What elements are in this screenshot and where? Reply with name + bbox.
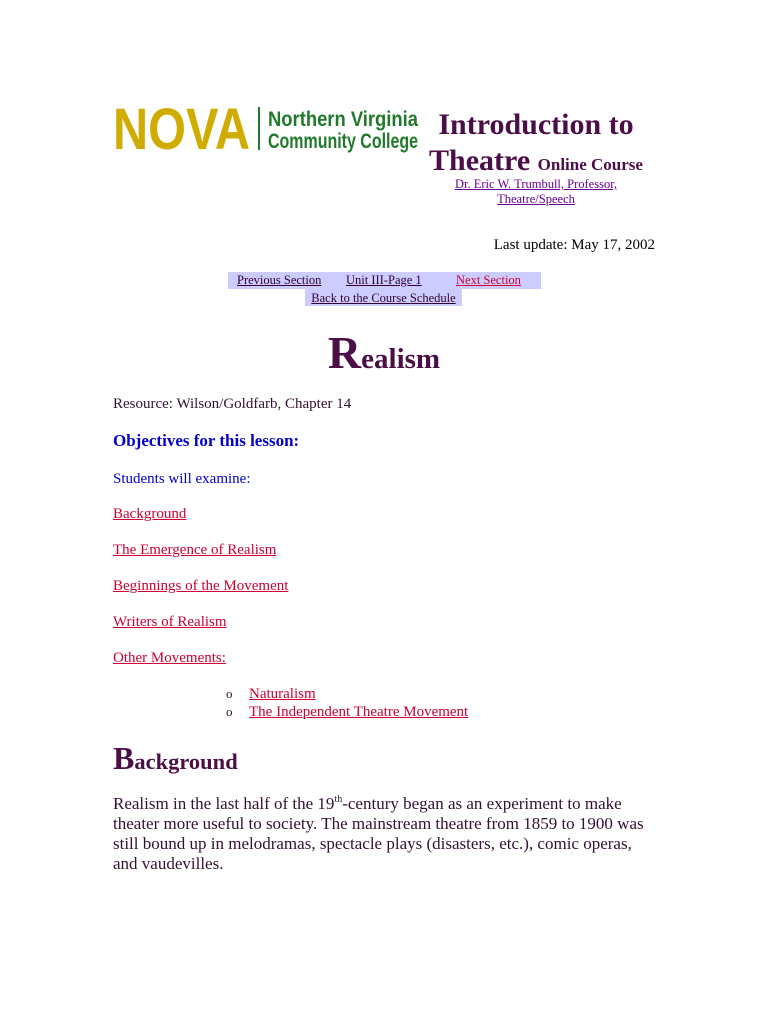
current-page-link[interactable]: Unit III-Page 1 bbox=[346, 273, 422, 287]
background-heading-rest: ackground bbox=[134, 749, 238, 774]
objectives-link-list bbox=[113, 505, 513, 685]
last-update: Last update: May 17, 2002 bbox=[493, 237, 655, 253]
paragraph-text-start: Realism in the last half of the 19 bbox=[113, 794, 335, 813]
section-nav-bar bbox=[228, 272, 541, 289]
list-item bbox=[226, 685, 546, 703]
logo-college-line2: Community College bbox=[268, 130, 418, 153]
nova-logo bbox=[113, 97, 423, 162]
page-title bbox=[0, 327, 768, 378]
objectives-heading: Objectives for this lesson: bbox=[113, 431, 300, 450]
logo-college-line1: Northern Virginia bbox=[268, 108, 419, 131]
list-bullet: o bbox=[226, 686, 233, 701]
logo-divider bbox=[258, 107, 260, 150]
course-schedule-link[interactable]: Back to the Course Schedule bbox=[311, 291, 456, 305]
background-heading bbox=[113, 742, 238, 774]
link-independent-theatre-movement[interactable]: The Independent Theatre Movement bbox=[249, 704, 469, 720]
page-title-initial: R bbox=[327, 327, 362, 378]
instructor-credit bbox=[420, 177, 652, 207]
link-naturalism[interactable]: Naturalism bbox=[249, 686, 316, 702]
background-heading-initial: B bbox=[113, 740, 135, 776]
instructor-link[interactable]: Dr. Eric W. Trumbull, Professor, Theatre/Speech bbox=[454, 177, 617, 206]
course-title: Introduction to Theatre bbox=[429, 108, 634, 177]
course-title-block bbox=[420, 107, 652, 183]
list-item bbox=[226, 703, 546, 721]
link-other-movements[interactable]: Other Movements: bbox=[113, 650, 226, 666]
next-section-link[interactable]: Next Section bbox=[456, 273, 521, 287]
link-writers-of-realism[interactable]: Writers of Realism bbox=[113, 614, 227, 630]
ordinal-superscript: th bbox=[334, 794, 343, 805]
background-paragraph bbox=[113, 794, 651, 874]
objectives-intro: Students will examine: bbox=[113, 471, 251, 487]
resource-note: Resource: Wilson/Goldfarb, Chapter 14 bbox=[113, 396, 352, 412]
course-subtitle: Online Course bbox=[537, 155, 643, 174]
previous-section-link[interactable]: Previous Section bbox=[237, 273, 322, 287]
link-emergence-of-realism[interactable]: The Emergence of Realism bbox=[113, 542, 277, 558]
paragraph-text-rest: -century began as an experiment to make theater more useful to society. The mainstream theatre from 1859 to 1900 was still bound up in melodramas, spectacle plays (disasters, etc.), comic operas, and vaudevilles. bbox=[113, 794, 644, 873]
schedule-nav-bar bbox=[305, 289, 462, 306]
link-background[interactable]: Background bbox=[113, 506, 187, 522]
logo-wordmark: NOVA bbox=[113, 97, 250, 162]
page-title-rest: ealism bbox=[361, 343, 441, 375]
link-beginnings-of-movement[interactable]: Beginnings of the Movement bbox=[113, 578, 289, 594]
other-movements-list bbox=[226, 685, 546, 721]
list-bullet: o bbox=[226, 704, 233, 719]
